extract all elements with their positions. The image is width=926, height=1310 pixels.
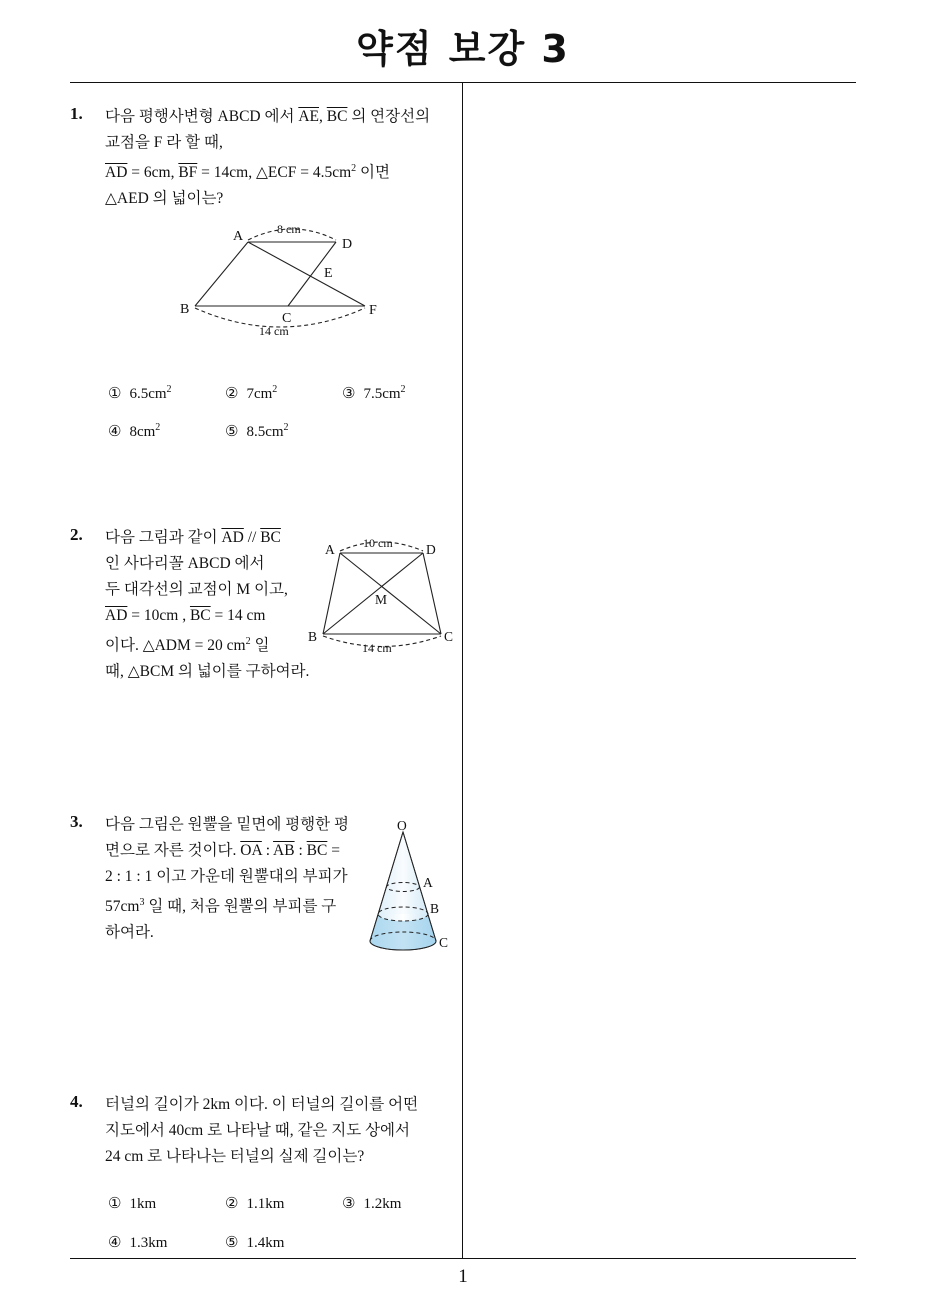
- segment-label: $\overline{OA}$: [240, 842, 262, 859]
- label-bottom-length: 14 cm: [259, 324, 289, 338]
- option-text: 8cm: [129, 424, 156, 440]
- option-text: 1.2km: [363, 1196, 402, 1212]
- answer-option[interactable]: [225, 384, 277, 403]
- superscript: 2: [351, 163, 357, 174]
- text-segment: 다음 그림과 같이: [105, 529, 222, 546]
- segment-label: $\overline{AD}$: [105, 607, 128, 624]
- question-line: [105, 838, 349, 864]
- option-text: 7cm: [246, 386, 273, 402]
- question-line: [105, 525, 309, 551]
- option-text: 1.4km: [246, 1235, 285, 1251]
- text-segment: =: [327, 842, 340, 859]
- option-mark: ③: [342, 386, 356, 402]
- answer-option[interactable]: [225, 1233, 284, 1252]
- option-superscript: 2: [155, 422, 161, 433]
- segment-label: $\overline{BC}$: [189, 607, 211, 624]
- text-segment: 이다. △ADM = 20 cm: [105, 637, 246, 655]
- question-line: [105, 603, 309, 629]
- option-mark: ④: [108, 424, 122, 440]
- answer-option[interactable]: [225, 1194, 284, 1213]
- option-mark: ③: [342, 1196, 356, 1212]
- text-segment: 다음 평행사변형 ABCD 에서: [105, 108, 299, 125]
- question-line: [105, 629, 309, 659]
- question-line: [105, 812, 349, 838]
- text-segment: 두 대각선의 교점이 M 이고,: [105, 581, 288, 598]
- text-segment: 터널의 길이가 2km 이다. 이 터널의 길이를 어떤: [105, 1096, 419, 1113]
- text-segment: 일: [250, 637, 270, 655]
- question-number: 2.: [70, 525, 83, 544]
- option-text: 1.1km: [246, 1196, 285, 1212]
- segment-label: $\overline{AE}$: [298, 108, 319, 125]
- text-segment: 2 : 1 : 1 이고 가운데 원뿔대의 부피가: [105, 868, 348, 885]
- question-text: [105, 525, 309, 685]
- option-text: 6.5cm: [129, 386, 167, 402]
- answer-option[interactable]: [342, 384, 406, 403]
- question-line: [105, 186, 430, 212]
- option-text: 8.5cm: [246, 424, 284, 440]
- question-line: [105, 890, 349, 920]
- option-superscript: 2: [166, 384, 172, 395]
- question-number: 4.: [70, 1092, 83, 1111]
- option-mark: ①: [108, 386, 122, 402]
- text-segment: 이면: [356, 164, 390, 182]
- label-c: C: [444, 629, 454, 644]
- label-o: O: [397, 818, 407, 833]
- question-number: 1.: [70, 104, 83, 123]
- option-superscript: 2: [400, 384, 406, 395]
- option-mark: ②: [225, 386, 239, 402]
- text-segment: :: [261, 842, 274, 859]
- label-c: C: [282, 311, 292, 326]
- text-segment: = 10cm ,: [127, 607, 190, 624]
- label-c: C: [439, 935, 449, 950]
- text-segment: 일 때, 처음 원뿔의 부피를 구: [144, 898, 337, 916]
- question-number: 3.: [70, 812, 83, 831]
- label-a: A: [325, 542, 335, 557]
- label-d: D: [342, 237, 353, 252]
- option-mark: ⑤: [225, 1235, 239, 1251]
- question-line: [105, 659, 309, 685]
- answer-option[interactable]: [342, 1194, 401, 1213]
- segment-label: $\overline{BC}$: [260, 529, 281, 546]
- label-f: F: [369, 303, 377, 318]
- cone-figure: [362, 815, 460, 960]
- trapezoid-figure: [305, 533, 460, 658]
- label-b: B: [308, 629, 318, 644]
- answer-option[interactable]: [108, 1233, 167, 1252]
- text-segment: :: [294, 842, 307, 859]
- segment-label: $\overline{BC}$: [326, 108, 348, 125]
- text-segment: 57cm: [105, 898, 140, 916]
- question-line: [105, 104, 430, 130]
- text-segment: = 14cm, △ECF = 4.5cm: [197, 164, 352, 182]
- option-mark: ⑤: [225, 424, 239, 440]
- label-a: A: [233, 229, 244, 244]
- text-segment: 교점을 F 라 할 때,: [105, 134, 223, 151]
- option-text: 1.3km: [129, 1235, 168, 1251]
- option-text: 7.5cm: [363, 386, 401, 402]
- segment-label: $\overline{AB}$: [273, 842, 295, 859]
- label-b: B: [180, 302, 190, 317]
- top-rule: [70, 82, 856, 83]
- question-line: [105, 1118, 418, 1144]
- answer-option[interactable]: [108, 384, 172, 403]
- segment-ab: [195, 242, 248, 306]
- text-segment: = 6cm,: [127, 164, 179, 182]
- text-segment: 면으로 자른 것이다.: [105, 842, 241, 859]
- label-m: M: [375, 592, 388, 607]
- text-segment: 의 연장선의: [347, 108, 431, 125]
- text-segment: 인 사다리꼴 ABCD 에서: [105, 555, 265, 572]
- question-line: [105, 864, 349, 890]
- question-text: [105, 1092, 418, 1170]
- option-superscript: 2: [283, 422, 289, 433]
- answer-option[interactable]: [225, 422, 289, 441]
- parallelogram-figure: [170, 218, 390, 346]
- text-segment: 때, △BCM 의 넓이를 구하여라.: [105, 663, 310, 681]
- column-divider: [462, 82, 463, 1258]
- page-title: 약점 보강 3: [356, 27, 570, 71]
- option-mark: ④: [108, 1235, 122, 1251]
- superscript: 2: [245, 636, 251, 647]
- text-segment: //: [243, 529, 261, 546]
- option-mark: ②: [225, 1196, 239, 1212]
- bottom-rule: [70, 1258, 856, 1259]
- label-d: D: [426, 542, 436, 557]
- answer-option[interactable]: [108, 422, 160, 441]
- superscript: 3: [139, 897, 145, 908]
- question-line: [105, 920, 349, 946]
- question-line: [105, 156, 430, 186]
- text-segment: △AED 의 넓이는?: [105, 190, 224, 208]
- text-segment: 24 cm 로 나타나는 터널의 실제 길이는?: [105, 1148, 365, 1165]
- segment-label: $\overline{BC}$: [306, 842, 328, 859]
- label-top-length: 8 cm: [277, 222, 301, 236]
- page-number: 1: [458, 1266, 468, 1287]
- option-mark: ①: [108, 1196, 122, 1212]
- segment-label: $\overline{AD}$: [221, 529, 244, 546]
- text-segment: = 14 cm: [210, 607, 266, 624]
- option-text: 1km: [129, 1196, 157, 1212]
- question-text: [105, 104, 430, 212]
- question-line: [105, 577, 309, 603]
- segment-label: $\overline{AD}$: [105, 164, 128, 182]
- option-superscript: 2: [272, 384, 278, 395]
- label-top-length: 10 cm: [363, 536, 393, 550]
- question-text: [105, 812, 349, 946]
- label-a: A: [423, 875, 433, 890]
- question-line: [105, 130, 430, 156]
- text-segment: 지도에서 40cm 로 나타날 때, 같은 지도 상에서: [105, 1122, 411, 1139]
- text-segment: 하여라.: [105, 924, 154, 942]
- question-line: [105, 551, 309, 577]
- answer-option[interactable]: [108, 1194, 156, 1213]
- label-e: E: [324, 266, 333, 281]
- question-line: [105, 1144, 418, 1170]
- label-b: B: [430, 901, 440, 916]
- question-line: [105, 1092, 418, 1118]
- text-segment: 다음 그림은 원뿔을 밑면에 평행한 평: [105, 816, 349, 833]
- text-segment: ,: [319, 108, 327, 125]
- label-bottom-length: 14 cm: [362, 641, 392, 655]
- segment-label: $\overline{BF}$: [178, 164, 198, 182]
